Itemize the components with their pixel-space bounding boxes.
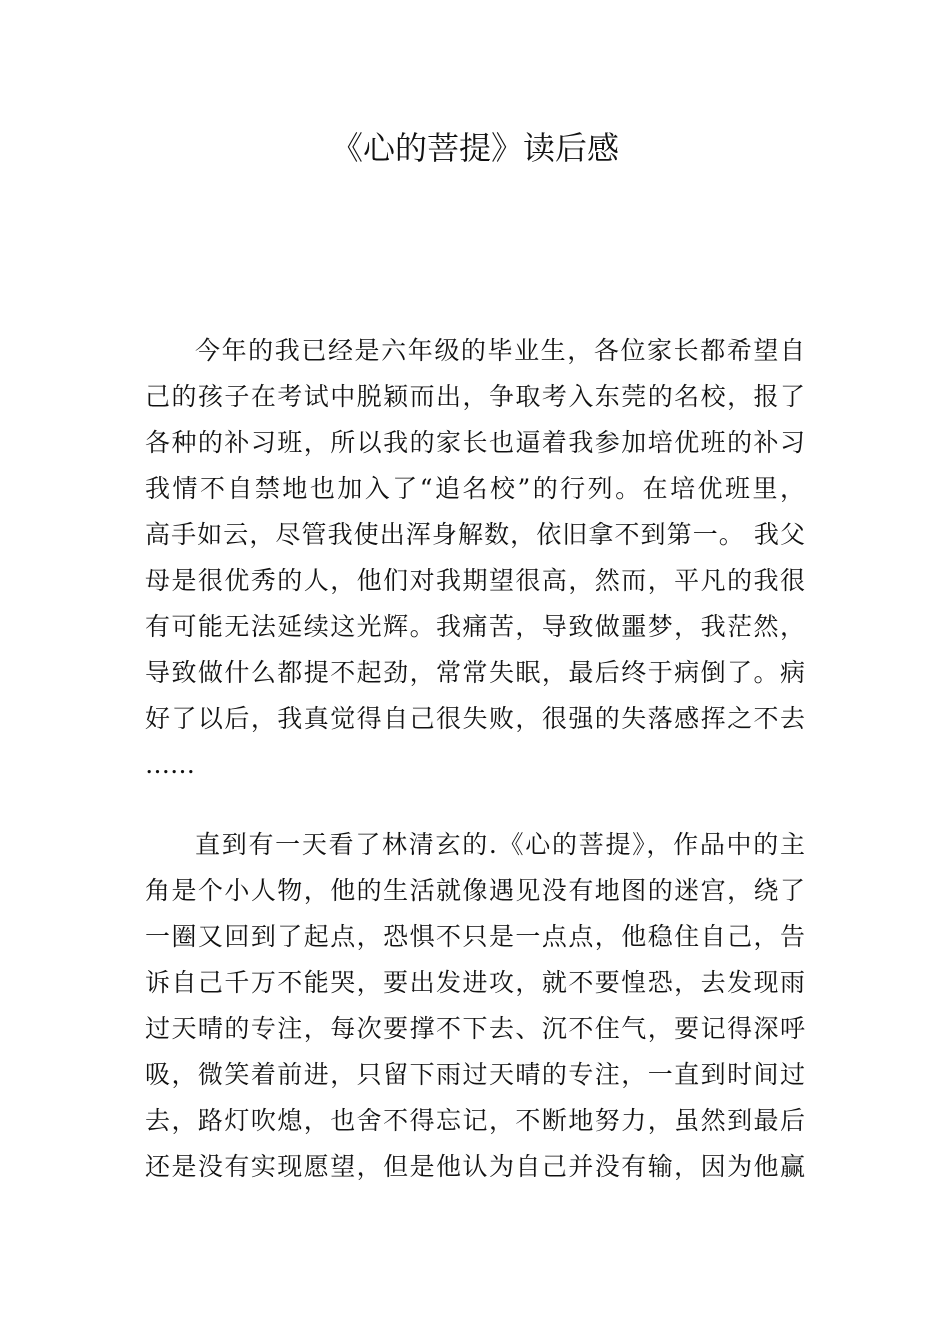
paragraph-2-line-5: 过天晴的专注，每次要撑不下去、沉不住气，要记得深呼 [145, 1014, 805, 1043]
paragraph-1-line-10: …… [145, 750, 195, 779]
paragraph-1 [145, 334, 815, 794]
paragraph-1-line-6: 母是很优秀的人，他们对我期望很高，然而，平凡的我很 [145, 566, 805, 595]
paragraph-1-line-7: 有可能无法延续这光辉。我痛苦，导致做噩梦，我茫然， [145, 612, 805, 641]
paragraph-1-line-9: 好了以后，我真觉得自己很失败，很强的失落感挥之不去 [145, 704, 805, 733]
paragraph-2-line-7: 去，路灯吹熄，也舍不得忘记，不断地努力，虽然到最后 [145, 1106, 805, 1135]
paragraph-1-line-8: 导致做什么都提不起劲，常常失眠，最后终于病倒了。病 [145, 658, 805, 687]
paragraph-1-line-4: 我情不自禁地也加入了“追名校”的行列。在培优班里， [145, 474, 805, 503]
document-title: 《心的菩提》读后感 [330, 129, 619, 167]
paragraph-2-line-2: 角是个小人物，他的生活就像遇见没有地图的迷宫，绕了 [145, 876, 805, 905]
paragraph-2-line-6: 吸，微笑着前进，只留下雨过天晴的专注，一直到时间过 [145, 1060, 805, 1089]
paragraph-1-line-5: 高手如云，尽管我使出浑身解数，依旧拿不到第一。 我父 [145, 520, 805, 549]
paragraph-2-line-3: 一圈又回到了起点，恐惧不只是一点点，他稳住自己，告 [145, 922, 805, 951]
paragraph-1-line-3: 各种的补习班，所以我的家长也逼着我参加培优班的补习 [145, 428, 805, 457]
paragraph-2-line-1: 直到有一天看了林清玄的.《心的菩提》，作品中的主 [195, 830, 805, 859]
paragraph-2-line-8: 还是没有实现愿望，但是他认为自己并没有输，因为他赢 [145, 1152, 805, 1181]
paragraph-2 [145, 828, 815, 1208]
paragraph-1-line-1: 今年的我已经是六年级的毕业生，各位家长都希望自 [195, 336, 805, 365]
paragraph-1-line-2: 己的孩子在考试中脱颖而出，争取考入东莞的名校，报了 [145, 382, 805, 411]
paragraph-2-line-4: 诉自己千万不能哭，要出发进攻，就不要惶恐，去发现雨 [145, 968, 805, 997]
